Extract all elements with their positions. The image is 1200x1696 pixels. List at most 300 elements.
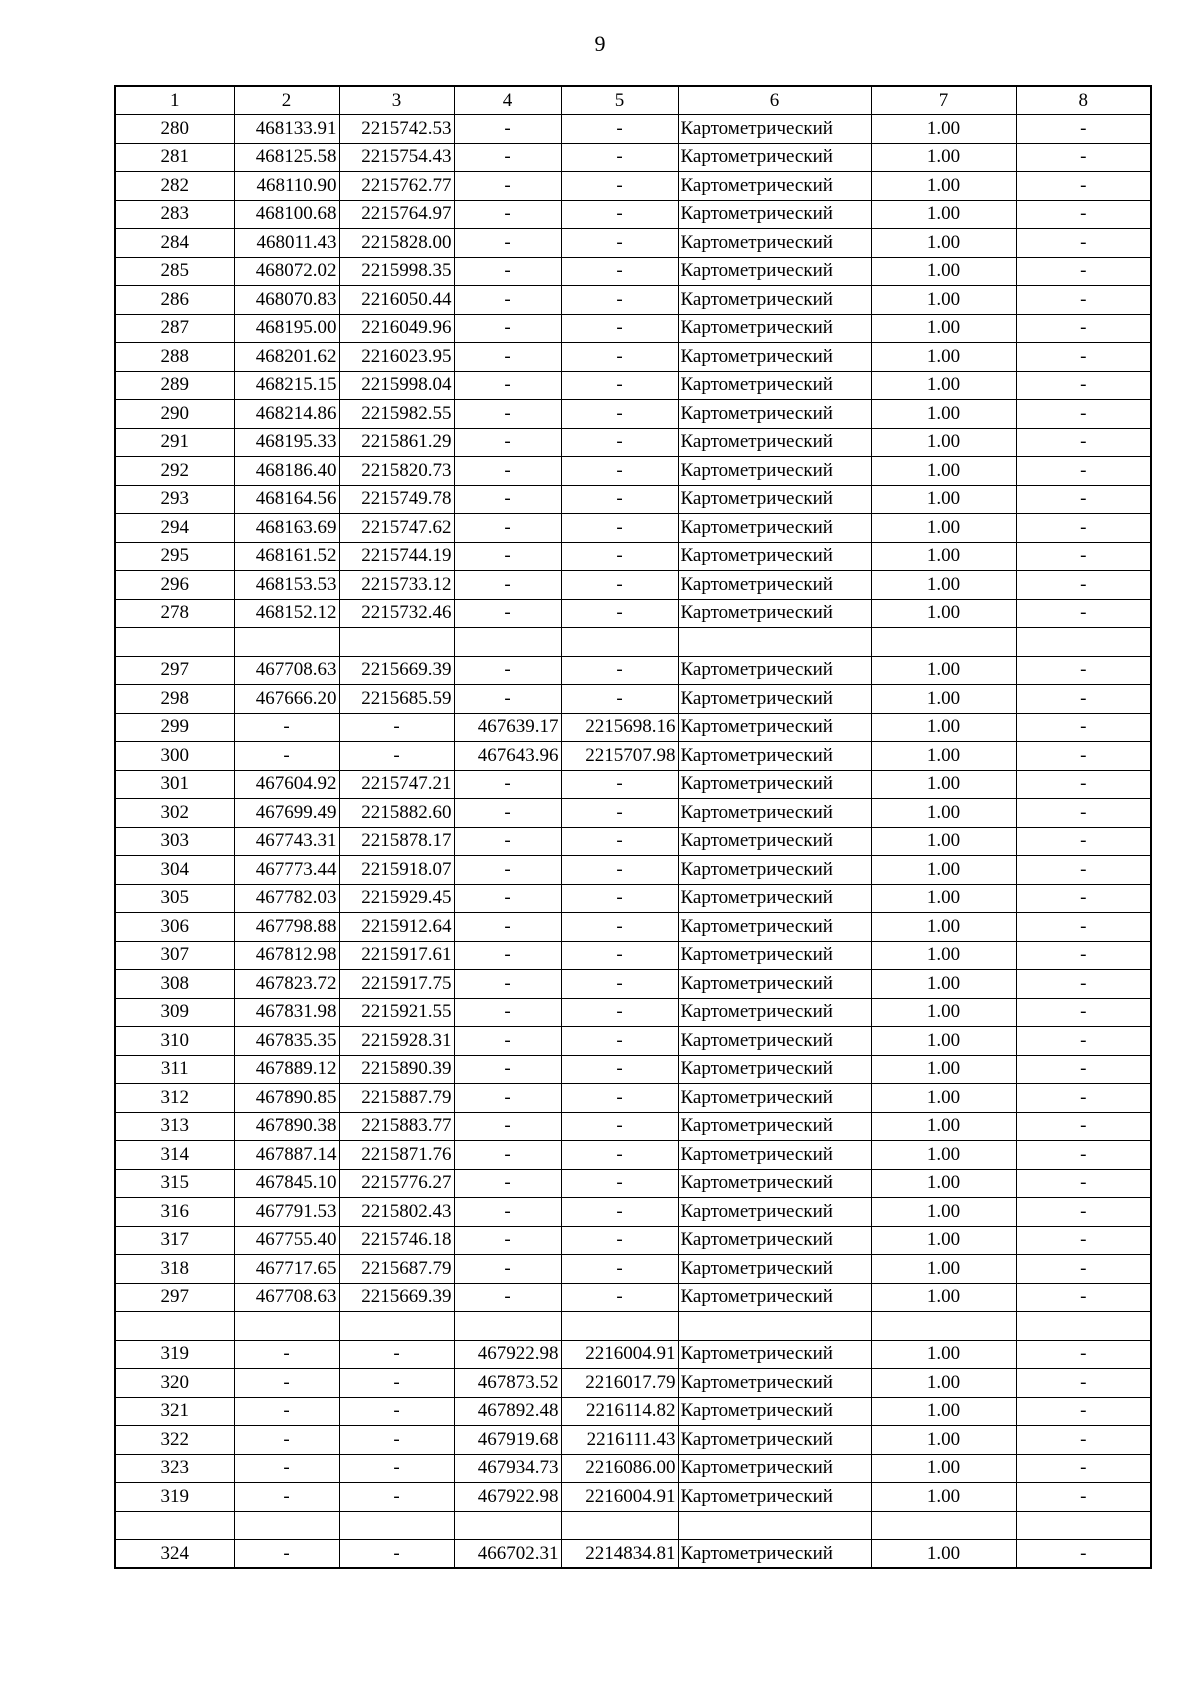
x-new-cell: - [454,1027,561,1056]
description-cell: - [1016,1112,1151,1141]
description-cell: - [1016,913,1151,942]
accuracy-cell: 1.00 [871,200,1016,229]
y-coord-cell: 2215802.43 [339,1198,454,1227]
method-cell: Картометрический [678,1198,871,1227]
description-cell: - [1016,1027,1151,1056]
method-cell: Картометрический [678,400,871,429]
description-cell: - [1016,571,1151,600]
x-new-cell: - [454,115,561,144]
point-number-cell: 300 [115,742,234,771]
y-new-cell: - [561,200,678,229]
x-coord-cell: - [234,1369,339,1398]
description-cell: - [1016,1483,1151,1512]
method-cell: Картометрический [678,1226,871,1255]
y-coord-cell: 2215917.75 [339,970,454,999]
accuracy-cell: 1.00 [871,1112,1016,1141]
x-coord-cell: 467887.14 [234,1141,339,1170]
x-new-cell: - [454,1226,561,1255]
x-new-cell: - [454,656,561,685]
y-new-cell: - [561,571,678,600]
x-coord-cell: 467717.65 [234,1255,339,1284]
x-coord-cell: 468125.58 [234,143,339,172]
table-row [115,1226,1151,1255]
x-coord-cell: 467708.63 [234,1283,339,1312]
method-cell: Картометрический [678,827,871,856]
y-new-cell: - [561,286,678,315]
y-new-cell: 2215707.98 [561,742,678,771]
accuracy-cell: 1.00 [871,827,1016,856]
description-cell: - [1016,856,1151,885]
y-new-cell: - [561,371,678,400]
coordinates-table [114,85,1152,1569]
x-coord-cell: 468201.62 [234,343,339,372]
method-cell: Картометрический [678,571,871,600]
accuracy-cell: 1.00 [871,542,1016,571]
table-row [115,1141,1151,1170]
y-coord-cell: 2215744.19 [339,542,454,571]
point-number-cell: 286 [115,286,234,315]
description-cell: - [1016,172,1151,201]
method-cell: Картометрический [678,485,871,514]
point-number-cell: 311 [115,1055,234,1084]
description-cell: - [1016,799,1151,828]
accuracy-cell: 1.00 [871,257,1016,286]
y-new-cell [561,628,678,657]
x-new-cell: - [454,172,561,201]
point-number-cell: 287 [115,314,234,343]
table-row [115,1255,1151,1284]
table-row [115,599,1151,628]
y-new-cell: - [561,172,678,201]
x-new-cell: - [454,1112,561,1141]
x-new-cell: - [454,314,561,343]
method-cell: Картометрический [678,913,871,942]
table-row [115,485,1151,514]
header-cell: 8 [1016,86,1151,115]
x-new-cell: - [454,1198,561,1227]
y-new-cell: - [561,998,678,1027]
table-row [115,286,1151,315]
y-new-cell: - [561,856,678,885]
y-new-cell: - [561,428,678,457]
description-cell: - [1016,286,1151,315]
method-cell: Картометрический [678,200,871,229]
description-cell: - [1016,599,1151,628]
accuracy-cell [871,1312,1016,1341]
x-new-cell: - [454,343,561,372]
y-coord-cell: 2215747.62 [339,514,454,543]
accuracy-cell: 1.00 [871,143,1016,172]
y-coord-cell: 2215669.39 [339,1283,454,1312]
table-row [115,884,1151,913]
y-coord-cell: 2215883.77 [339,1112,454,1141]
table-row [115,514,1151,543]
point-number-cell: 297 [115,1283,234,1312]
x-coord-cell: 467798.88 [234,913,339,942]
table-row [115,656,1151,685]
y-coord-cell: 2215917.61 [339,941,454,970]
table-row [115,400,1151,429]
table-row [115,257,1151,286]
x-coord-cell: 467890.85 [234,1084,339,1113]
description-cell: - [1016,1426,1151,1455]
y-new-cell: - [561,941,678,970]
accuracy-cell: 1.00 [871,1055,1016,1084]
x-new-cell: 467873.52 [454,1369,561,1398]
x-coord-cell: 467890.38 [234,1112,339,1141]
y-coord-cell: 2215746.18 [339,1226,454,1255]
y-new-cell [561,1511,678,1540]
x-coord-cell: - [234,1454,339,1483]
accuracy-cell: 1.00 [871,1540,1016,1569]
y-coord-cell: 2215828.00 [339,229,454,258]
y-new-cell: - [561,1055,678,1084]
y-coord-cell: 2215776.27 [339,1169,454,1198]
y-coord-cell: 2215871.76 [339,1141,454,1170]
point-number-cell: 318 [115,1255,234,1284]
table-row [115,1112,1151,1141]
y-coord-cell [339,1312,454,1341]
x-coord-cell: 467889.12 [234,1055,339,1084]
y-coord-cell: 2215685.59 [339,685,454,714]
header-cell: 5 [561,86,678,115]
point-number-cell: 302 [115,799,234,828]
accuracy-cell: 1.00 [871,314,1016,343]
x-new-cell: 467922.98 [454,1340,561,1369]
table-row [115,1198,1151,1227]
y-new-cell: - [561,1169,678,1198]
point-number-cell: 320 [115,1369,234,1398]
description-cell: - [1016,229,1151,258]
y-coord-cell: 2215762.77 [339,172,454,201]
y-coord-cell: 2215764.97 [339,200,454,229]
x-new-cell: - [454,913,561,942]
table-row [115,457,1151,486]
accuracy-cell: 1.00 [871,229,1016,258]
x-coord-cell: - [234,1483,339,1512]
y-coord-cell: 2216023.95 [339,343,454,372]
point-number-cell: 304 [115,856,234,885]
method-cell: Картометрический [678,542,871,571]
y-coord-cell: - [339,1426,454,1455]
description-cell: - [1016,1141,1151,1170]
y-coord-cell: 2216050.44 [339,286,454,315]
table-row [115,1454,1151,1483]
method-cell: Картометрический [678,742,871,771]
description-cell: - [1016,1255,1151,1284]
point-number-cell: 319 [115,1483,234,1512]
point-number-cell: 289 [115,371,234,400]
description-cell: - [1016,1198,1151,1227]
x-coord-cell: 468070.83 [234,286,339,315]
header-cell: 2 [234,86,339,115]
x-new-cell: - [454,371,561,400]
x-coord-cell: 468214.86 [234,400,339,429]
accuracy-cell: 1.00 [871,884,1016,913]
table-row [115,799,1151,828]
accuracy-cell [871,628,1016,657]
x-coord-cell: 468215.15 [234,371,339,400]
description-cell: - [1016,1283,1151,1312]
x-coord-cell: 467755.40 [234,1226,339,1255]
accuracy-cell: 1.00 [871,115,1016,144]
table-row [115,200,1151,229]
x-new-cell: 466702.31 [454,1540,561,1569]
method-cell [678,1312,871,1341]
description-cell: - [1016,400,1151,429]
y-new-cell: - [561,913,678,942]
header-cell: 3 [339,86,454,115]
y-coord-cell: 2215918.07 [339,856,454,885]
method-cell: Картометрический [678,856,871,885]
x-coord-cell: 468164.56 [234,485,339,514]
table-row [115,1283,1151,1312]
method-cell: Картометрический [678,1141,871,1170]
description-cell: - [1016,770,1151,799]
description-cell [1016,1312,1151,1341]
method-cell: Картометрический [678,599,871,628]
accuracy-cell: 1.00 [871,428,1016,457]
description-cell: - [1016,485,1151,514]
table-body [115,86,1151,1568]
description-cell: - [1016,970,1151,999]
table-row [115,428,1151,457]
accuracy-cell: 1.00 [871,1369,1016,1398]
x-new-cell: - [454,1283,561,1312]
x-coord-cell: 467699.49 [234,799,339,828]
description-cell: - [1016,200,1151,229]
y-new-cell: 2216017.79 [561,1369,678,1398]
x-coord-cell [234,1312,339,1341]
description-cell: - [1016,713,1151,742]
y-coord-cell: 2215882.60 [339,799,454,828]
accuracy-cell: 1.00 [871,1141,1016,1170]
x-coord-cell: 468133.91 [234,115,339,144]
method-cell: Картометрический [678,1169,871,1198]
description-cell: - [1016,685,1151,714]
x-coord-cell: - [234,1540,339,1569]
x-new-cell: - [454,1255,561,1284]
table-row [115,970,1151,999]
y-coord-cell: 2215747.21 [339,770,454,799]
y-coord-cell: 2215982.55 [339,400,454,429]
description-cell: - [1016,542,1151,571]
y-new-cell: - [561,1112,678,1141]
table-row [115,742,1151,771]
x-coord-cell: 467743.31 [234,827,339,856]
description-cell: - [1016,1454,1151,1483]
table-row [115,1027,1151,1056]
description-cell: - [1016,1369,1151,1398]
description-cell [1016,1511,1151,1540]
x-new-cell: - [454,542,561,571]
y-coord-cell: 2215912.64 [339,913,454,942]
table-row [115,1540,1151,1569]
x-new-cell: 467643.96 [454,742,561,771]
x-coord-cell: 468110.90 [234,172,339,201]
method-cell: Картометрический [678,1027,871,1056]
description-cell: - [1016,371,1151,400]
description-cell: - [1016,656,1151,685]
y-new-cell: - [561,884,678,913]
point-number-cell: 315 [115,1169,234,1198]
description-cell: - [1016,1084,1151,1113]
method-cell: Картометрический [678,685,871,714]
method-cell: Картометрический [678,314,871,343]
method-cell: Картометрический [678,713,871,742]
y-coord-cell: 2215754.43 [339,143,454,172]
y-coord-cell: - [339,1454,454,1483]
y-new-cell: - [561,314,678,343]
x-new-cell [454,628,561,657]
x-coord-cell: 468011.43 [234,229,339,258]
y-new-cell: - [561,514,678,543]
accuracy-cell: 1.00 [871,856,1016,885]
accuracy-cell: 1.00 [871,1397,1016,1426]
point-number-cell: 308 [115,970,234,999]
point-number-cell: 284 [115,229,234,258]
x-coord-cell: 468163.69 [234,514,339,543]
y-coord-cell: - [339,1397,454,1426]
x-new-cell: - [454,200,561,229]
point-number-cell: 306 [115,913,234,942]
table-row [115,1397,1151,1426]
point-number-cell: 310 [115,1027,234,1056]
x-new-cell: - [454,1055,561,1084]
accuracy-cell: 1.00 [871,485,1016,514]
y-new-cell: 2215698.16 [561,713,678,742]
point-number-cell: 316 [115,1198,234,1227]
accuracy-cell: 1.00 [871,1198,1016,1227]
x-new-cell: - [454,884,561,913]
x-coord-cell: 467782.03 [234,884,339,913]
y-new-cell: - [561,457,678,486]
y-coord-cell: - [339,1540,454,1569]
y-new-cell: - [561,485,678,514]
point-number-cell: 319 [115,1340,234,1369]
accuracy-cell: 1.00 [871,599,1016,628]
y-new-cell: - [561,1255,678,1284]
x-new-cell: - [454,1169,561,1198]
y-coord-cell: 2215928.31 [339,1027,454,1056]
x-coord-cell: 468161.52 [234,542,339,571]
x-new-cell: - [454,1141,561,1170]
method-cell: Картометрический [678,115,871,144]
x-new-cell: - [454,514,561,543]
table-row [115,713,1151,742]
point-number-cell: 288 [115,343,234,372]
table-row [115,1483,1151,1512]
description-cell: - [1016,1226,1151,1255]
y-coord-cell: 2215820.73 [339,457,454,486]
x-new-cell: - [454,1084,561,1113]
y-new-cell: 2216114.82 [561,1397,678,1426]
y-coord-cell: 2215669.39 [339,656,454,685]
x-new-cell: - [454,457,561,486]
table-row [115,542,1151,571]
y-coord-cell: 2215749.78 [339,485,454,514]
description-cell [1016,628,1151,657]
point-number-cell: 305 [115,884,234,913]
y-coord-cell: 2215861.29 [339,428,454,457]
accuracy-cell: 1.00 [871,1340,1016,1369]
method-cell: Картометрический [678,1454,871,1483]
method-cell: Картометрический [678,1112,871,1141]
table-row [115,1169,1151,1198]
point-number-cell: 283 [115,200,234,229]
x-coord-cell: 468195.00 [234,314,339,343]
point-number-cell: 285 [115,257,234,286]
y-new-cell: - [561,229,678,258]
table-row [115,827,1151,856]
point-number-cell: 295 [115,542,234,571]
x-new-cell: - [454,799,561,828]
method-cell: Картометрический [678,172,871,201]
accuracy-cell: 1.00 [871,457,1016,486]
description-cell: - [1016,1540,1151,1569]
method-cell: Картометрический [678,1055,871,1084]
point-number-cell: 312 [115,1084,234,1113]
x-new-cell: - [454,770,561,799]
accuracy-cell: 1.00 [871,998,1016,1027]
y-coord-cell: 2215887.79 [339,1084,454,1113]
x-coord-cell: 468195.33 [234,428,339,457]
x-new-cell: - [454,400,561,429]
accuracy-cell: 1.00 [871,1226,1016,1255]
point-number-cell: 323 [115,1454,234,1483]
method-cell: Картометрический [678,1397,871,1426]
x-coord-cell: 467791.53 [234,1198,339,1227]
point-number-cell [115,628,234,657]
point-number-cell: 290 [115,400,234,429]
point-number-cell: 299 [115,713,234,742]
method-cell: Картометрический [678,428,871,457]
accuracy-cell: 1.00 [871,571,1016,600]
x-coord-cell: 467831.98 [234,998,339,1027]
accuracy-cell: 1.00 [871,286,1016,315]
accuracy-cell: 1.00 [871,685,1016,714]
x-coord-cell: 467773.44 [234,856,339,885]
table-header-row [115,86,1151,115]
y-coord-cell: 2215890.39 [339,1055,454,1084]
x-coord-cell: 468186.40 [234,457,339,486]
accuracy-cell: 1.00 [871,970,1016,999]
point-number-cell: 282 [115,172,234,201]
point-number-cell: 291 [115,428,234,457]
y-coord-cell: 2215732.46 [339,599,454,628]
x-new-cell: - [454,827,561,856]
x-coord-cell: - [234,713,339,742]
y-new-cell: - [561,1084,678,1113]
y-coord-cell: 2215687.79 [339,1255,454,1284]
method-cell: Картометрический [678,799,871,828]
y-new-cell: - [561,343,678,372]
y-coord-cell: 2215733.12 [339,571,454,600]
point-number-cell: 317 [115,1226,234,1255]
description-cell: - [1016,257,1151,286]
y-new-cell: 2216004.91 [561,1483,678,1512]
x-coord-cell: - [234,1340,339,1369]
point-number-cell: 322 [115,1426,234,1455]
accuracy-cell: 1.00 [871,1027,1016,1056]
accuracy-cell: 1.00 [871,1426,1016,1455]
x-coord-cell: 467666.20 [234,685,339,714]
method-cell: Картометрический [678,884,871,913]
description-cell: - [1016,884,1151,913]
y-coord-cell: 2215998.35 [339,257,454,286]
accuracy-cell: 1.00 [871,941,1016,970]
table-row [115,371,1151,400]
